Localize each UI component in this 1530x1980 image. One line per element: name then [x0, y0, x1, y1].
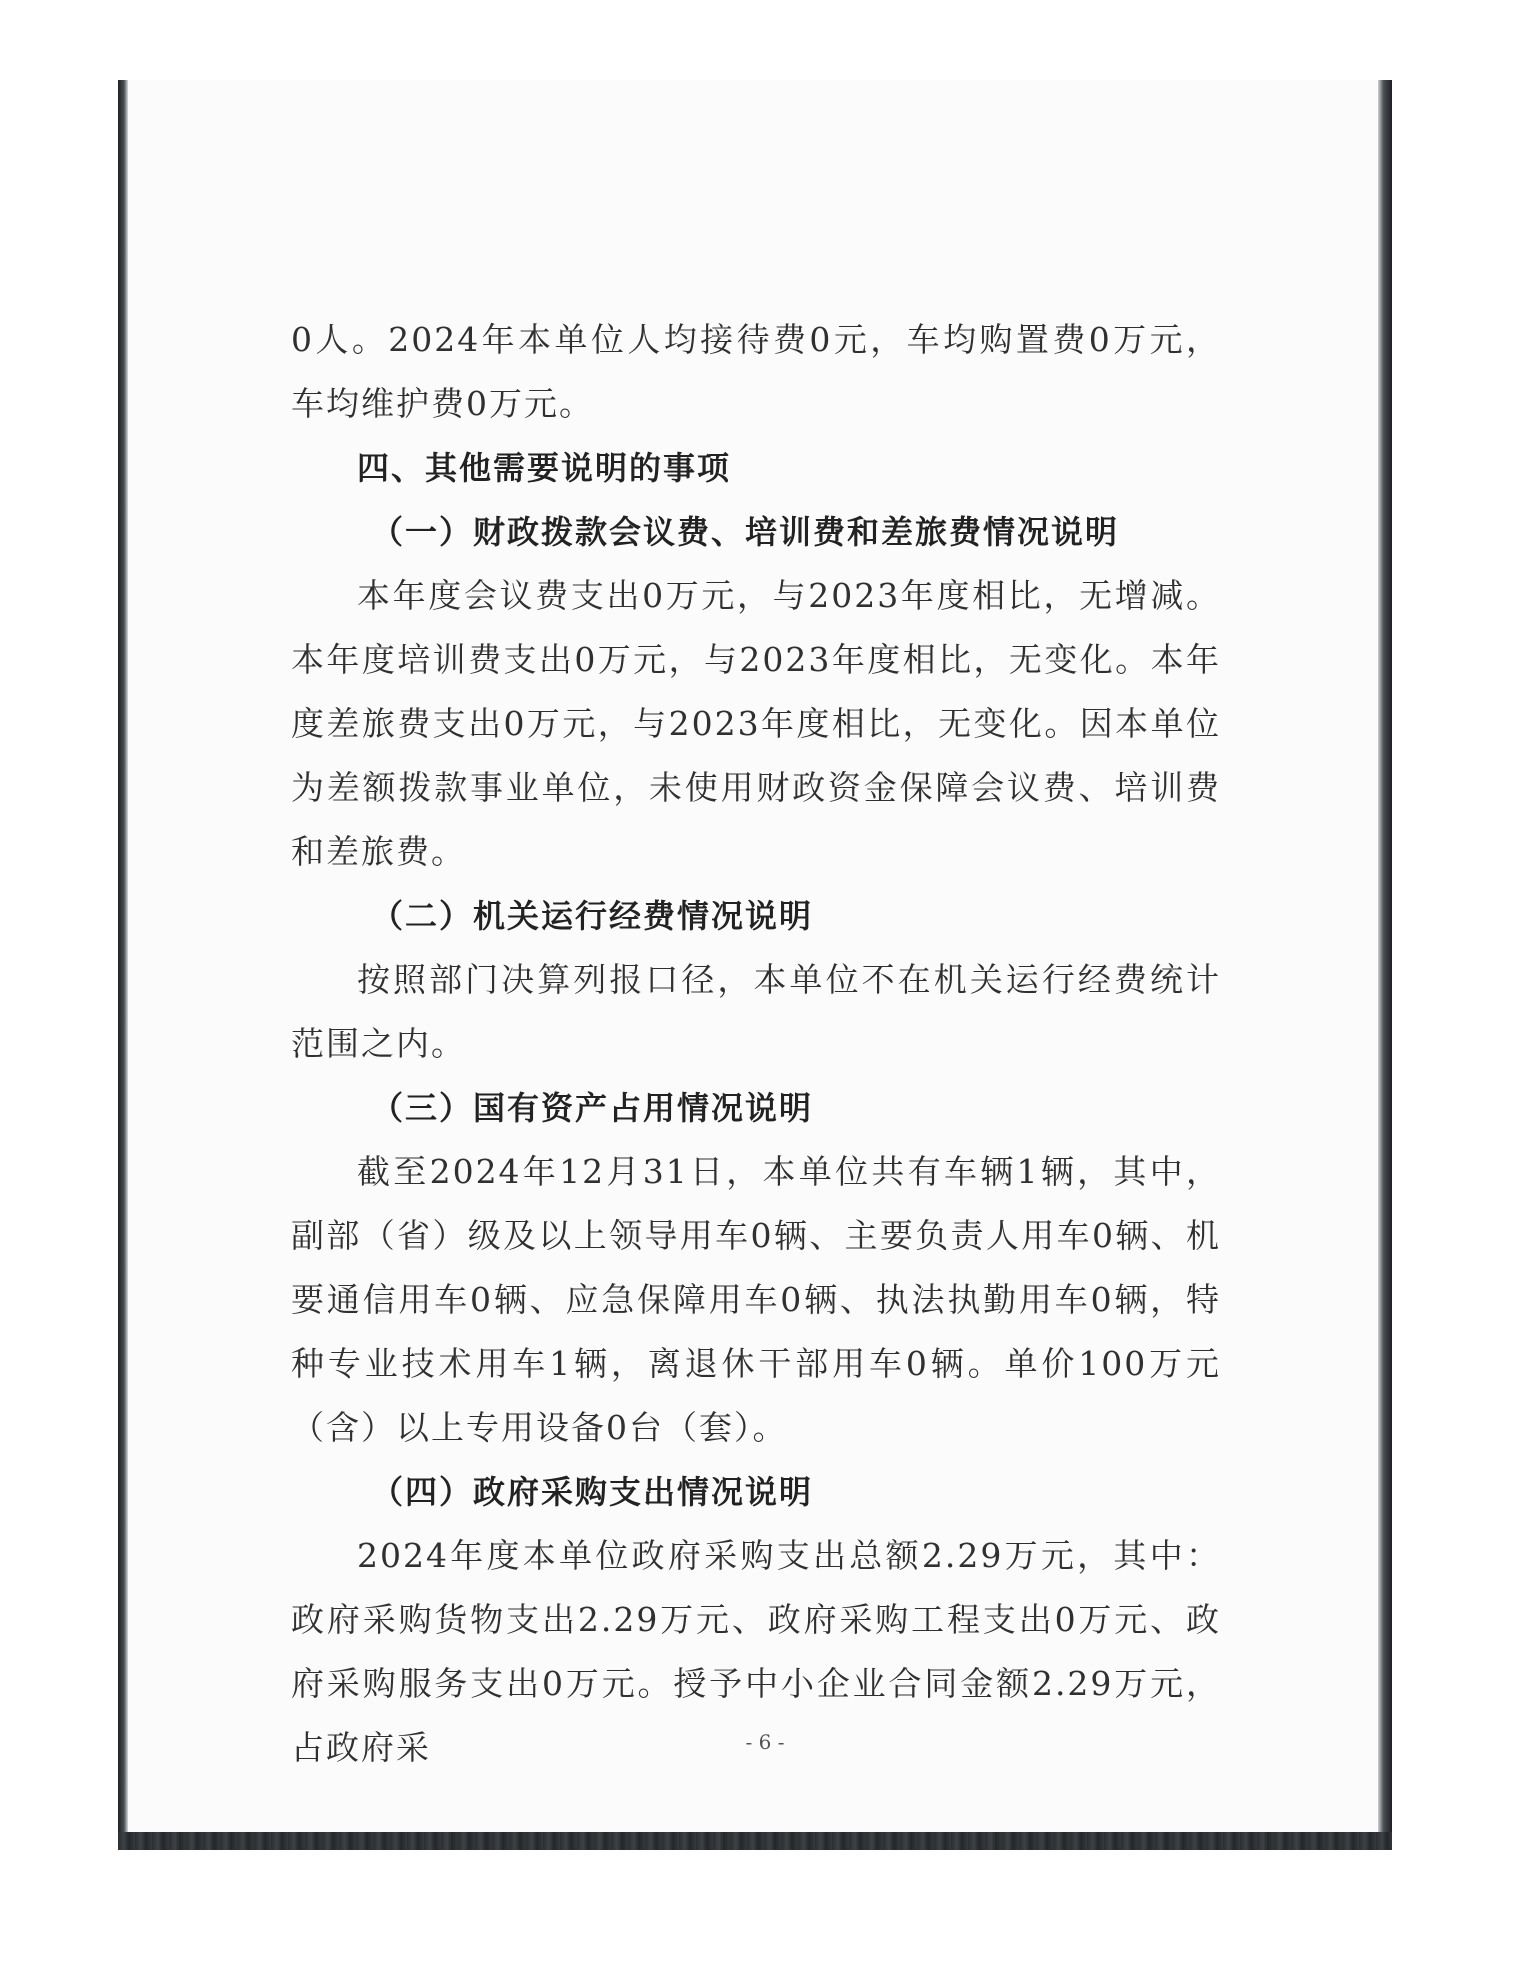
paragraph-state-assets: 截至2024年12月31日，本单位共有车辆1辆，其中，副部（省）级及以上领导用车0辆、主要负责人用车0辆、机要通信用车0辆、应急保障用车0辆、执法执勤用车0辆，特种专业技术用车1辆，离退休干部用车0辆。单价100万元（含）以上专用设备0台（套）。	[291, 1152, 1221, 1447]
subheading-meeting-training-travel: （一）财政拨款会议费、培训费和差旅费情况说明	[371, 513, 1120, 551]
binder-edge-left	[118, 80, 128, 1850]
page-number: - 6 -	[745, 1730, 785, 1754]
paragraph-government-procurement: 2024年度本单位政府采购支出总额2.29万元，其中：政府采购货物支出2.29万元、政府采购工程支出0万元、政府采购服务支出0万元。授予中小企业合同金额2.29万元，占政府采	[291, 1536, 1221, 1767]
section-heading-other-matters: 四、其他需要说明的事项	[357, 449, 732, 487]
binder-edge-bottom	[118, 1832, 1392, 1850]
subheading-government-procurement: （四）政府采购支出情况说明	[371, 1473, 814, 1511]
subheading-operating-funds: （二）机关运行经费情况说明	[371, 897, 814, 935]
binder-edge-right	[1378, 80, 1392, 1850]
paragraph-meeting-training-travel: 本年度会议费支出0万元，与2023年度相比，无增减。本年度培训费支出0万元，与2023年度相比，无变化。本年度差旅费支出0万元，与2023年度相比，无变化。因本单位为差额拨款事业单位，未使用财政资金保障会议费、培训费和差旅费。	[291, 576, 1221, 871]
document-body	[291, 308, 1221, 1780]
paragraph-reception-costs: 0人。2024年本单位人均接待费0元，车均购置费0万元，车均维护费0万元。	[291, 320, 1221, 423]
subheading-state-assets: （三）国有资产占用情况说明	[371, 1089, 814, 1127]
paragraph-operating-funds: 按照部门决算列报口径，本单位不在机关运行经费统计范围之内。	[291, 960, 1221, 1063]
